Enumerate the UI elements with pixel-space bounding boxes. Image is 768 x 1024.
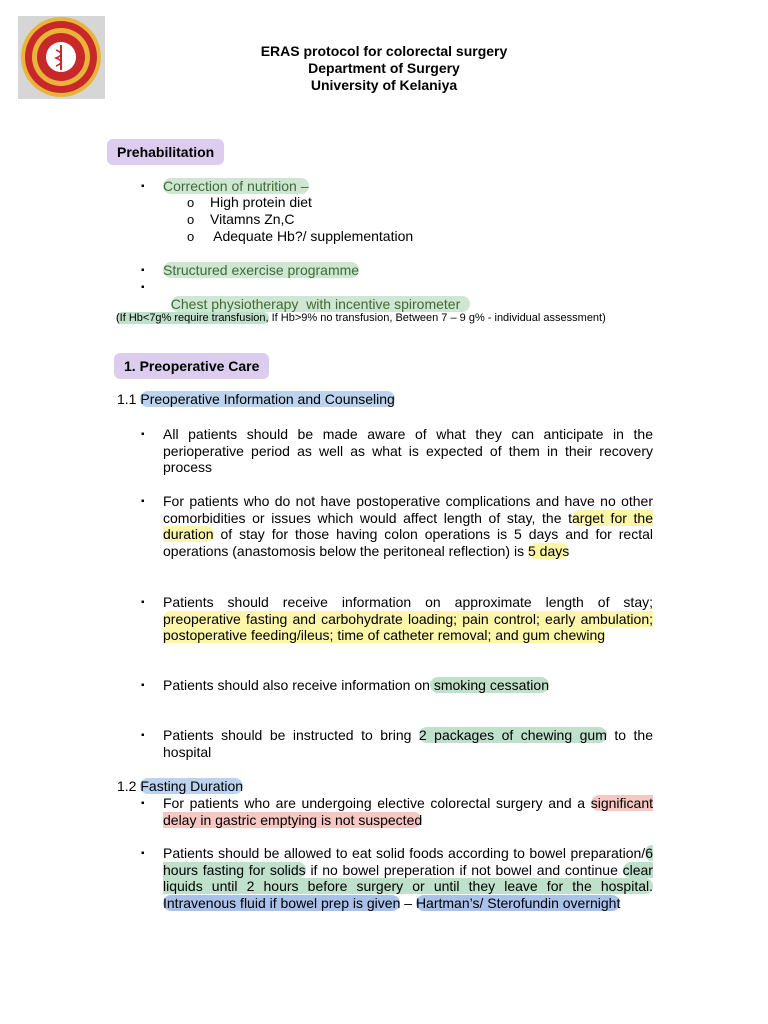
solids-text-d: – (400, 895, 416, 912)
info-bullet-smoking (163, 677, 653, 694)
square-bullet-icon: ▪ (141, 597, 145, 608)
square-bullet-icon: ▪ (141, 730, 145, 741)
info-bullet-length-of-stay (163, 493, 653, 560)
chest-item (163, 279, 470, 312)
section-1-1-heading (117, 391, 395, 408)
los-text-a: For patients who do not have postoperative complications and have no other comorbidities or issues which would affect length of stay, the t (163, 493, 653, 526)
info-bullet-chewing-gum (163, 727, 653, 760)
prehabilitation-heading: Prehabilitation (107, 139, 224, 165)
document-title-line1: ERAS protocol for colorectal surgery (260, 43, 508, 59)
section-1-1-title: Preoperative Information and Counseling (140, 391, 395, 407)
hb-note-highlight: (If Hb<7g% require transfusion, (116, 312, 269, 324)
hb-note (116, 311, 606, 325)
square-bullet-icon: ▪ (141, 680, 145, 691)
exercise-label: Structured exercise programme (163, 262, 360, 278)
square-bullet-icon: ▪ (141, 798, 145, 809)
square-bullet-icon: ▪ (141, 848, 145, 859)
los-text-b: of stay for those having colon operations is 5 days and for rectal operations (anastomosis below the peritoneal reflection) is (163, 526, 653, 560)
exercise-item (163, 262, 359, 279)
liquids-highlight: clear liquids until 2 hours before surgery or until they leave for the hospital. (163, 861, 653, 895)
topics-text: Patients should receive information on approximate length of stay; (163, 594, 653, 610)
square-bullet-icon: ▪ (141, 265, 145, 276)
los-highlight-target: arget for the duration (163, 509, 653, 543)
solids-highlight: 6 hours fasting for solids (163, 845, 653, 878)
document-title-line2: Department of Surgery (308, 60, 460, 76)
iv-fluid-highlight: Intravenous fluid if bowel prep is given (163, 895, 401, 912)
info-bullet-topics (163, 594, 653, 644)
gum-text-b: to the hospital (163, 727, 653, 760)
hartmans-highlight: Hartman’s/ Sterofundin overnight (415, 895, 621, 912)
circle-bullet-icon: o (187, 195, 195, 210)
hb-note-rest: If Hb>9% no transfusion, Between 7 – 9 g% - individual assessment) (268, 312, 606, 324)
elective-text: For patients who are undergoing elective colorectal surgery and a (163, 795, 591, 811)
document-title-line3: University of Kelaniya (310, 77, 458, 93)
nutrition-label: Correction of nutrition – (163, 178, 309, 194)
gum-highlight: 2 packages of chewing gum (418, 727, 607, 743)
fasting-bullet-elective (163, 795, 653, 828)
sub-item-hb: Adequate Hb?/ supplementation (210, 228, 414, 244)
square-bullet-icon: ▪ (141, 181, 145, 192)
preoperative-care-heading: 1. Preoperative Care (114, 353, 269, 379)
square-bullet-icon: ▪ (141, 282, 145, 293)
topics-highlight: preoperative fasting and carbohydrate loading; pain control; early ambulation; postoperative feeding/ileus; time of catheter removal; and gum chewing (163, 610, 653, 644)
info-bullet-anticipate: All patients should be made aware of what they can anticipate in the perioperative period as well as what is expected of them in their recovery process (163, 426, 653, 476)
square-bullet-icon: ▪ (141, 496, 145, 507)
circle-bullet-icon: o (187, 229, 195, 244)
smoking-text: Patients should also receive information on (163, 677, 430, 693)
smoking-highlight: smoking cessation (429, 677, 549, 693)
section-1-2-title: Fasting Duration (140, 778, 244, 794)
sub-item-vitamins: Vitamns Zn,C (210, 211, 295, 227)
fasting-bullet-solids (163, 845, 653, 912)
section-1-2-heading (117, 778, 243, 795)
circle-bullet-icon: o (187, 212, 195, 227)
square-bullet-icon: ▪ (141, 429, 145, 440)
nutrition-item (163, 178, 309, 195)
elective-highlight: significant delay in gastric emptying is not suspected (163, 795, 653, 828)
section-1-2-number: 1.2 (117, 778, 141, 794)
los-highlight-days: 5 days (527, 543, 570, 560)
sub-item-protein: High protein diet (210, 194, 312, 210)
solids-text-b: if no bowel preperation if not bowel and continue (305, 861, 623, 878)
chest-label: Chest physiotherapy with incentive spirometer (171, 296, 470, 312)
solids-text-a: Patients should be allowed to eat solid foods according to bowel preparation/ (163, 845, 646, 861)
gum-text-a: Patients should be instructed to bring (163, 727, 419, 743)
section-1-1-number: 1.1 (117, 391, 141, 407)
